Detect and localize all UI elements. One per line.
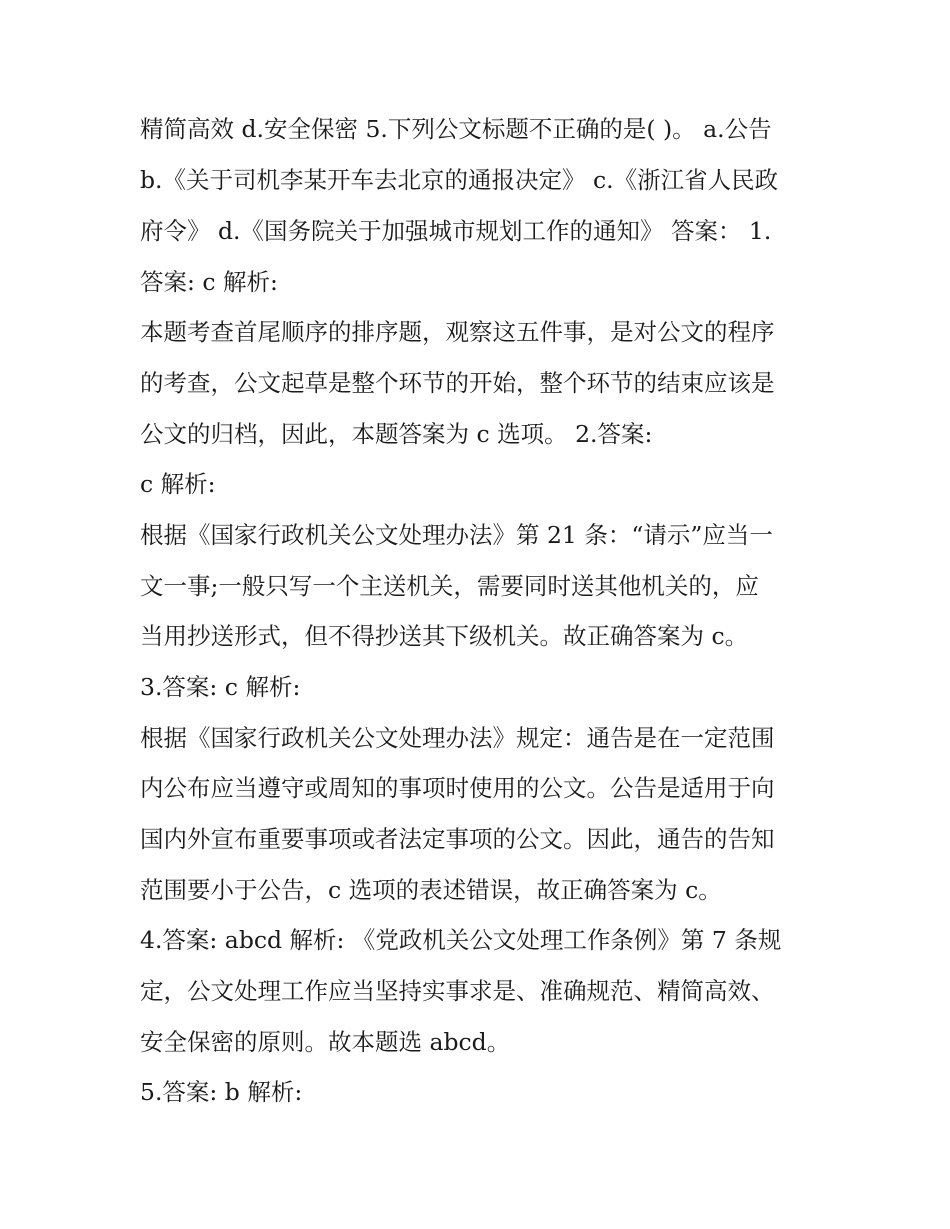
text-line: 的考查，公文起草是整个环节的开始，整个环节的结束应该是: [140, 369, 775, 397]
text-line: b.《关于司机李某开车去北京的通报决定》 c.《浙江省人民政: [140, 166, 779, 194]
text-line: 当用抄送形式，但不得抄送其下级机关。故正确答案为 c。: [140, 622, 749, 650]
text-line: 安全保密的原则。故本题选 abcd。: [140, 1028, 511, 1056]
text-line: 根据《国家行政机关公文处理办法》规定：通告是在一定范围: [140, 724, 775, 752]
text-line: 精简高效 d.安全保密 5.下列公文标题不正确的是( )。 a.公告: [140, 115, 772, 143]
text-line: 范围要小于公告，c 选项的表述错误，故正确答案为 c。: [140, 876, 722, 904]
text-line: 国内外宣布重要事项或者法定事项的公文。因此，通告的告知: [140, 825, 775, 853]
text-line: c 解析:: [140, 470, 216, 498]
text-line: 内公布应当遵守或周知的事项时使用的公文。公告是适用于向: [140, 774, 775, 802]
text-line: 府令》 d.《国务院关于加强城市规划工作的通知》 答案： 1.: [140, 217, 772, 245]
text-line: 答案: c 解析:: [140, 268, 278, 296]
text-line: 4.答案: abcd 解析: 《党政机关公文处理工作条例》第 7 条规: [140, 926, 782, 954]
text-line: 3.答案: c 解析:: [140, 673, 301, 701]
text-line: 公文的归档，因此，本题答案为 c 选项。 2.答案:: [140, 420, 653, 448]
text-line: 文一事;一般只写一个主送机关，需要同时送其他机关的，应: [140, 572, 759, 600]
text-line: 定，公文处理工作应当坚持实事求是、准确规范、精简高效、: [140, 977, 775, 1005]
text-line: 根据《国家行政机关公文处理办法》第 21 条：“请示”应当一: [140, 521, 773, 549]
text-line: 本题考查首尾顺序的排序题，观察这五件事，是对公文的程序: [140, 318, 775, 346]
text-line: 5.答案: b 解析:: [140, 1078, 303, 1106]
